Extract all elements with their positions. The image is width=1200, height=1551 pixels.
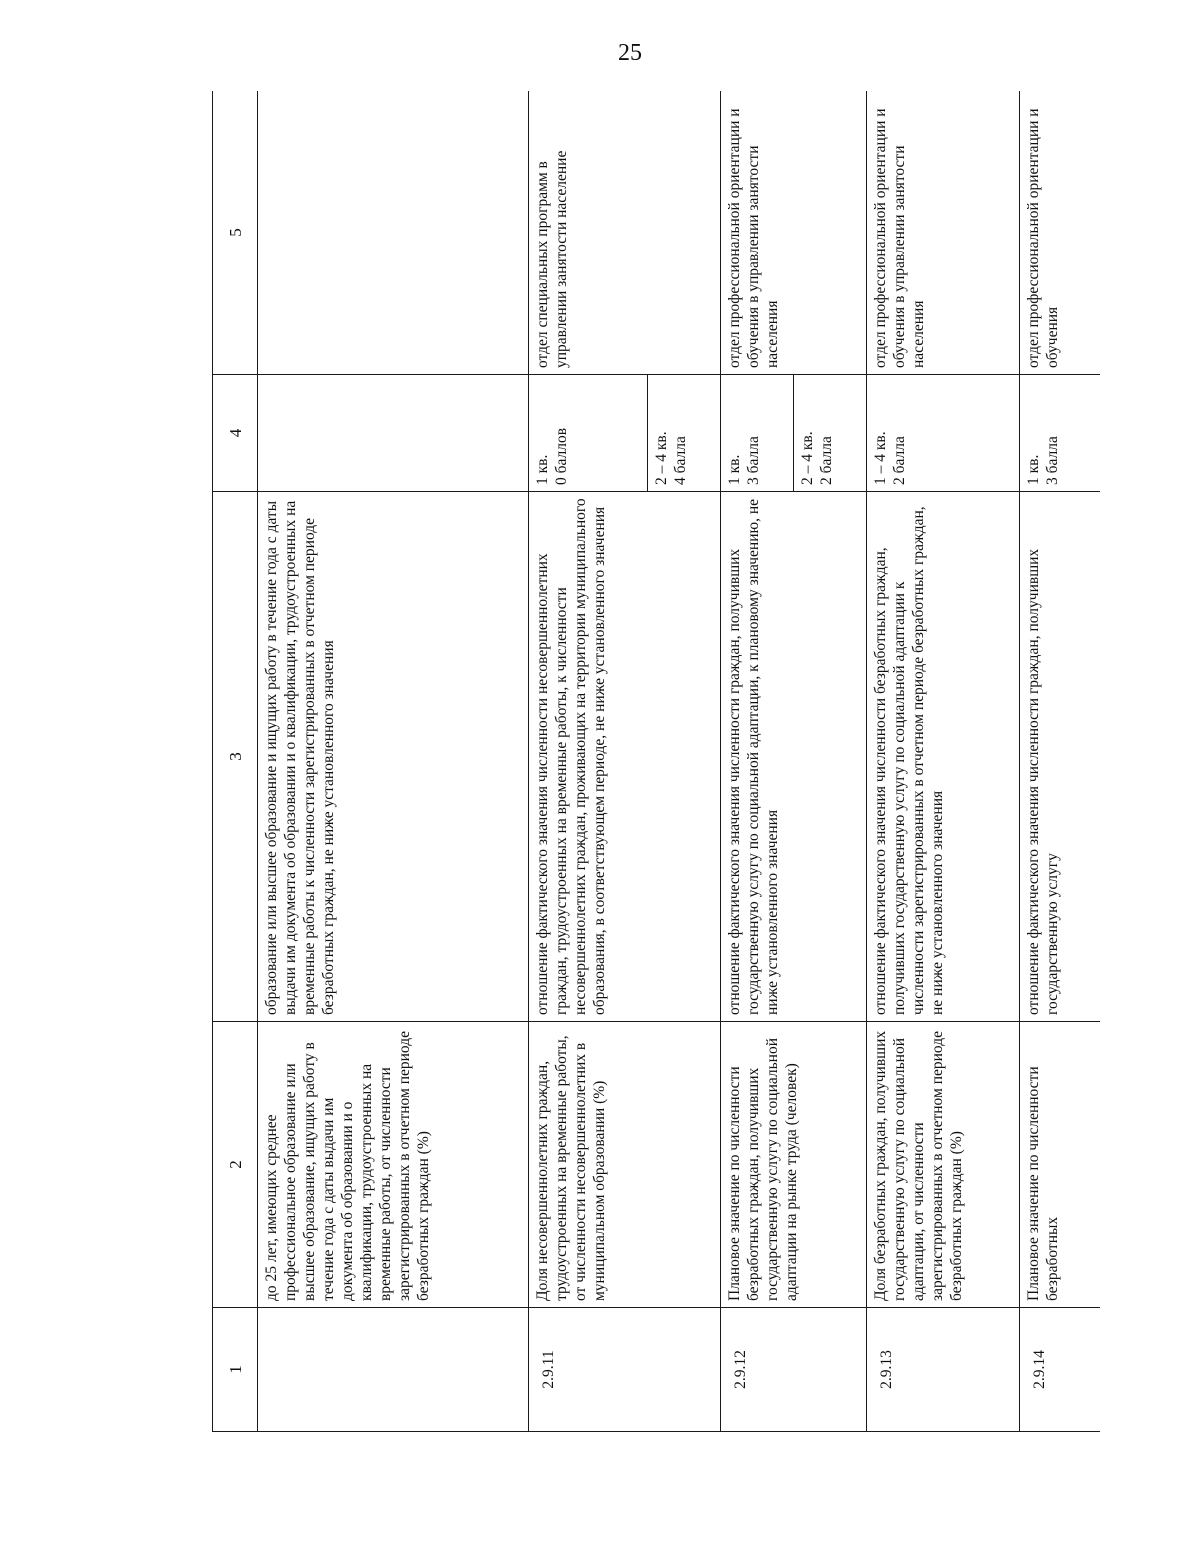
table-row [529, 91, 648, 1432]
score-text: 1 кв. 0 баллов [534, 427, 570, 485]
formula-cell: отношение фактического значения численности несовершеннолетних граждан, трудоустроенных на временные работы, к численности несовершеннолетних граждан, проживающих на территории муниципального образования, в соответствующем периоде, не ниже установленного значения [529, 492, 721, 1022]
row-number-cell: 2.9.14 [1020, 1308, 1101, 1432]
table-frame [212, 91, 1100, 1432]
responsible-cell: отдел профессиональной ориентации и обучения в управлении занятости населения [721, 91, 867, 375]
formula-cell: отношение фактического значения численности безработных граждан, получивших государственную услугу по социальной адаптации к численности зарегистрированных в отчетном периоде безработных граждан, не ниже установленного значения [867, 492, 1020, 1022]
responsible-cell [258, 91, 529, 375]
header-row [213, 91, 258, 1432]
score-cell [529, 375, 648, 492]
indicator-cell: до 25 лет, имеющих среднее профессиональное образование или высшее образование, ищущих работу в течение года с даты выдачи им документа об образовании и о квалификации, трудоустроенных на временные работы, от численности зарегистрированных в отчетном периоде безработных граждан (%) [258, 1022, 529, 1308]
indicators-table [212, 91, 1100, 1432]
score-text: 1 кв. 3 балла [1025, 436, 1061, 485]
score-cell [258, 375, 529, 492]
responsible-cell: отдел профессиональной ориентации и обучения в управлении занятости населения [867, 91, 1020, 375]
indicator-cell: Плановое значение по численности безработных [1020, 1022, 1101, 1308]
score-text: 2 – 4 кв. 2 балла [799, 431, 835, 485]
table-row [1020, 91, 1101, 1432]
score-cell [648, 375, 721, 492]
score-text: 1 кв. 3 балла [726, 436, 762, 485]
column-header-3: 3 [213, 492, 258, 1022]
indicator-cell: Доля несовершеннолетних граждан, трудоустроенных на временные работы, от численности несовершеннолетних в муниципальном образовании (%) [529, 1022, 721, 1308]
column-header-4: 4 [213, 375, 258, 492]
formula-cell: образование или высшее образование и ищущих работу в течение года с даты выдачи им документа об образовании и о квалификации, трудоустроенных на временные работы к численности зарегистрированных в отчетном периоде безработных граждан, не ниже установленного значения [258, 492, 529, 1022]
column-header-1: 1 [213, 1308, 258, 1432]
indicator-cell: Доля безработных граждан, получивших государственную услугу по социальной адаптации, от численности зарегистрированных в отчетном периоде безработных граждан (%) [867, 1022, 1020, 1308]
indicator-cell: Плановое значение по численности безработных граждан, получивших государственную услугу по социальной адаптации на рынке труда (человек) [721, 1022, 867, 1308]
rotated-table-container [212, 91, 1100, 1432]
score-cell [867, 375, 1020, 492]
score-text: 2 – 4 кв. 4 балла [653, 431, 689, 485]
table-row [721, 91, 794, 1432]
column-header-2: 2 [213, 1022, 258, 1308]
row-number-cell: 2.9.11 [529, 1308, 721, 1432]
responsible-cell: отдел профессиональной ориентации и обучения [1020, 91, 1101, 375]
table-row [258, 91, 529, 1432]
page-number: 25 [618, 40, 642, 66]
score-cell [794, 375, 867, 492]
row-number-cell [258, 1308, 529, 1432]
responsible-cell: отдел специальных программ в управлении занятости население [529, 91, 721, 375]
column-header-5: 5 [213, 91, 258, 375]
row-number-cell: 2.9.13 [867, 1308, 1020, 1432]
score-cell [721, 375, 794, 492]
score-text: 1 – 4 кв. 2 балла [872, 431, 908, 485]
formula-cell: отношение фактического значения численности граждан, получивших государственную услугу по социальной адаптации, к плановому значению, не ниже установленного значения [721, 492, 867, 1022]
table-row [867, 91, 1020, 1432]
score-cell [1020, 375, 1101, 492]
formula-cell: отношение фактического значения численности граждан, получивших государственную услугу [1020, 492, 1101, 1022]
row-number-cell: 2.9.12 [721, 1308, 867, 1432]
